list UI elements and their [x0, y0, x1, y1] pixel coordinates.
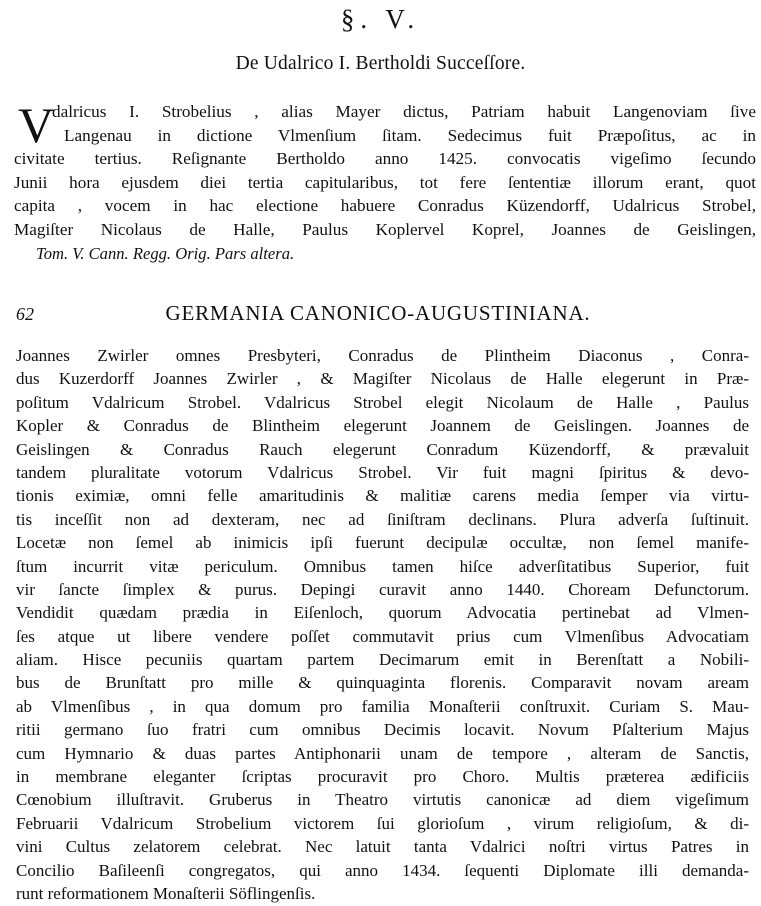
text-line: tionis eximiæ, omni felle amaritudinis & malitiæ carens media ſemper via virtu-: [16, 486, 749, 506]
intro-line-2: Langenau in dictione Vlmenſium ſitam. Sedecimus fuit Præpoſitus, ac in: [64, 125, 756, 145]
intro-line-4: Junii hora ejusdem diei tertia capitularibus, tot fere ſententiæ illorum erant, quot: [14, 172, 756, 192]
page-header: [16, 301, 740, 329]
running-head: GERMANIA CANONICO-AUGUSTINIANA.: [165, 301, 591, 325]
intro-line-6: Magiſter Nicolaus de Halle, Paulus Koplervel Koprel, Joannes de Geislingen,: [14, 219, 756, 239]
text-line: ſtum incurrit vitæ periculum. Omnibus tamen hiſce adverſitatibus Superior, fuit: [16, 556, 749, 576]
section-title: De Udalrico I. Bertholdi Succeſſore.: [235, 53, 526, 74]
text-line: Februarii Vdalricum Strobelium victorem ſui glorioſum , virum religioſum, & di-: [16, 813, 749, 833]
text-line: cum Hymnario & duas partes Antiphonarii unam de tempore , alteram de Sanctis,: [16, 743, 749, 763]
text-line: Joannes Zwirler omnes Presbyteri, Conradus de Plintheim Diaconus , Conra-: [16, 346, 749, 365]
intro-paragraph: [14, 97, 756, 265]
text-line: dus Kuzerdorff Joannes Zwirler , & Magiſter Nicolaus de Halle elegerunt in Præ-: [16, 369, 749, 389]
intro-line-text: dalricus I. Strobelius , alias Mayer dictus, Patriam habuit Langenoviam ſive: [52, 102, 756, 121]
main-paragraph: [16, 344, 749, 905]
text-line: bus de Brunſtatt pro mille & quinquaginta florenis. Comparavit novam aream: [16, 673, 749, 693]
text-line: ab Vlmenſibus , in qua domum pro familia Monaſterii conſtruxit. Curiam S. Mau-: [16, 696, 749, 716]
text-line: in membrane eleganter ſcriptas procuravit pro Choro. Multis præterea ædificiis: [16, 767, 749, 787]
text-line: tis inceſſit non ad dexteram, nec ad ſiniſtram declinans. Plura adverſa ſuſtinuit.: [16, 509, 749, 529]
text-line: Concilio Baſileenſi congregatos, qui anno 1434. ſequenti Diplomate illi demanda-: [16, 860, 749, 880]
intro-line-3: civitate tertius. Reſignante Bertholdo anno 1425. convocatis vigeſimo ſecundo: [14, 149, 756, 169]
text-line: ſes atque ut libere vendere poſſet commutavit prius cum Vlmenſibus Advocatiam: [16, 626, 749, 646]
text-line: Vendidit quædam prædia in Eiſenloch, quorum Advocatia pertinebat ad Vlmen-: [16, 603, 749, 623]
text-line: tandem pluralitate votorum Vdalricus Strobel. Vir fuit magni ſpiritus & devo-: [16, 462, 749, 482]
text-line: Kopler & Conradus de Blintheim elegerunt Joannem de Geislingen. Joannes de: [16, 416, 749, 436]
page-number: 62: [16, 304, 34, 324]
section-number: §. V.: [340, 4, 421, 34]
text-line: vini Cultus zelatorem celebrat. Nec latuit tanta Vdalrici noſtri virtus Patres in: [16, 837, 749, 857]
text-line: ritii germano ſuo fratri cum omnibus Decimis locavit. Novum Pſalterium Majus: [16, 720, 749, 740]
text-line: aliam. Hisce pecuniis quartam partem Decimarum emit in Berenſtatt a Nobili-: [16, 650, 749, 670]
volume-reference: Tom. V. Cann. Regg. Orig. Pars altera.: [36, 243, 295, 263]
text-line: vir ſancte ſimplex & purus. Depingi curavit anno 1440. Choream Defunctorum.: [16, 579, 749, 599]
drop-cap: V: [18, 97, 55, 153]
text-line: runt reformationem Monaſterii Söflingenſis.: [16, 883, 316, 903]
text-line: Cœnobium illuſtravit. Gruberus in Theatro virtutis canonicæ ad diem vigeſimum: [16, 790, 749, 810]
text-line: poſitum Vdalricum Strobel. Vdalricus Strobel elegit Nicolaum de Halle , Paulus: [16, 392, 749, 412]
intro-line-5: capita , vocem in hac electione habuere Conradus Küzendorff, Udalricus Strobel,: [14, 196, 756, 216]
text-line: Geislingen & Conradus Rauch elegerunt Conradum Küzendorff, & prævaluit: [16, 439, 749, 459]
text-line: Locetæ non ſemel ab inimicis ipſi fuerunt decipulæ occultæ, non ſemel manife-: [16, 533, 749, 553]
